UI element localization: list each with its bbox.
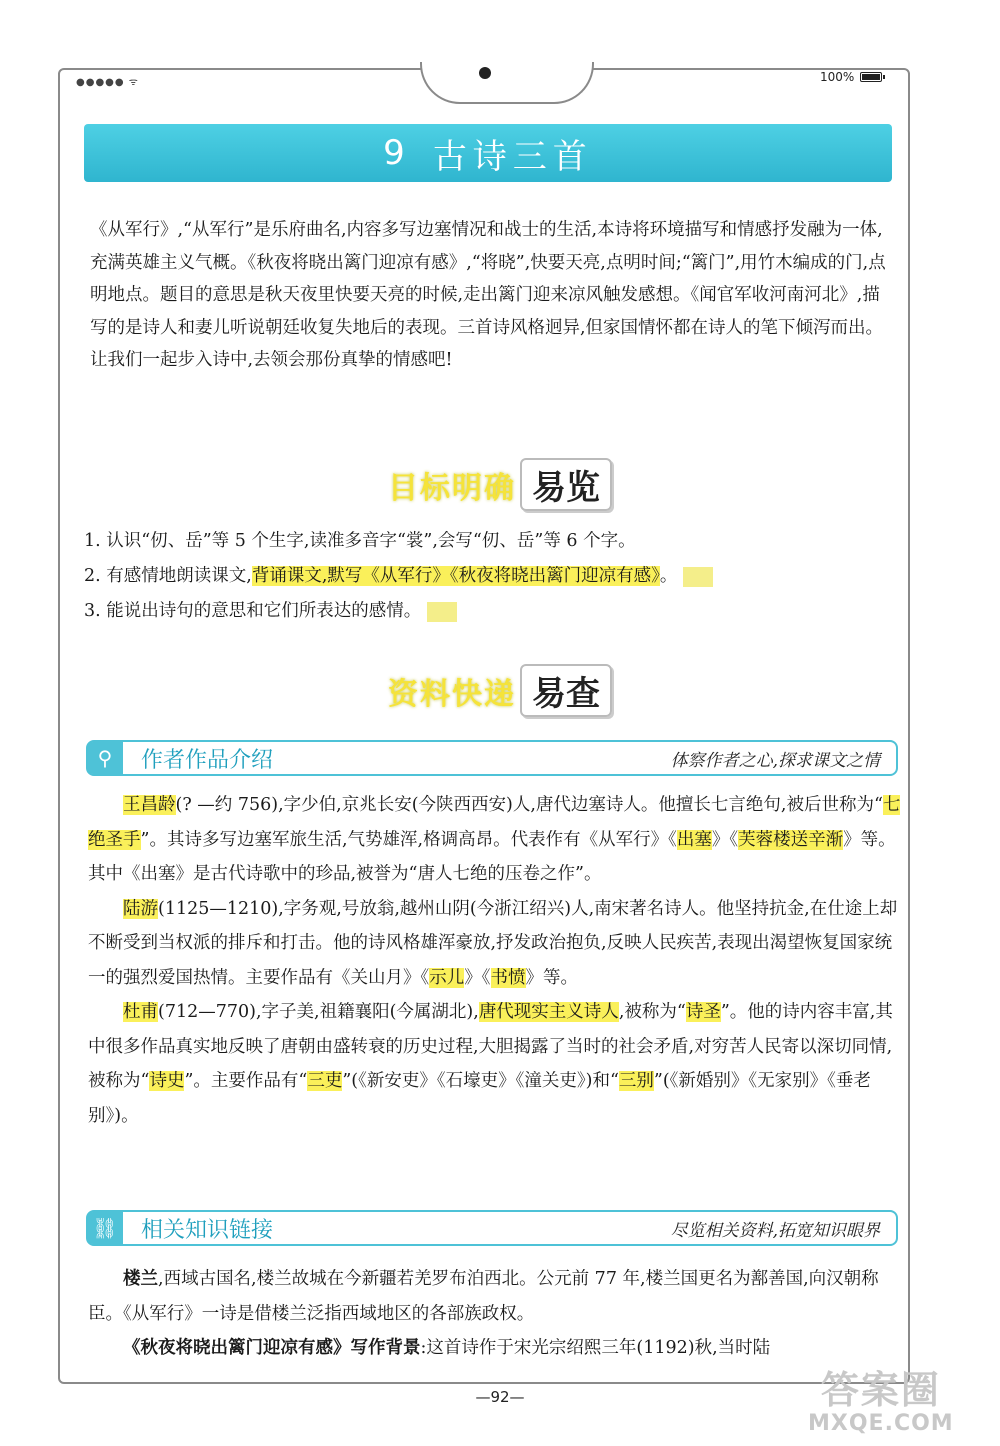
resources-heading-box: 易查 <box>520 664 612 717</box>
resources-heading <box>0 664 1000 717</box>
lesson-number: 9 <box>383 133 411 173</box>
highlight-marker-icon <box>683 567 713 587</box>
status-battery <box>820 70 882 84</box>
author-section-title: 作者作品介绍 <box>141 747 274 773</box>
author-section-slogan: 体察作者之心,探求课文之情 <box>670 750 880 771</box>
goal-item-1: 1. 认识“仞、岳”等 5 个生字,读准多音字“裳”,会写“仞、岳”等 6 个字。 <box>84 531 636 551</box>
author-lu: 陆游(1125—1210),字务观,号放翁,越州山阴(今浙江绍兴)人,南宋著名诗人。他坚持抗金,在仕途上却不断受到当权派的排斥和打击。他的诗风格雄浑豪放,抒发政治抱负,反映人民疾苦,表现出渴望恢复国家统一的强烈爱国热情。主要作品有《关山月》《示儿》《书愤》等。 <box>88 898 898 988</box>
resources-heading-light: 资料快递 <box>388 676 516 712</box>
goals-heading-box: 易览 <box>520 458 612 511</box>
link-paragraphs <box>88 1262 906 1366</box>
goal-item-3: 3. 能说出诗句的意思和它们所表达的感情。 <box>84 594 904 629</box>
camera-dot <box>479 67 491 79</box>
author-du: 杜甫(712—770),字子美,祖籍襄阳(今属湖北),唐代现实主义诗人,被称为“诗圣”。他的诗内容丰富,其中很多作品真实地反映了唐朝由盛转衰的历史过程,大胆揭露了当时的社会矛盾,对穷苦人民寄以深切同情,被称为“诗史”。主要作品有“三吏”(《新安吏》《石壕吏》《潼关吏》)和“三别”(《新婚别》《无家别》《垂老别》)。 <box>88 1002 893 1126</box>
device-notch <box>420 62 594 104</box>
battery-icon <box>860 72 882 82</box>
link-section-bar <box>86 1210 898 1246</box>
link-section-slogan: 尽览相关资料,拓宽知识眼界 <box>670 1220 880 1241</box>
lesson-title-bar <box>84 124 892 182</box>
lesson-title: 古诗三首 <box>432 136 593 177</box>
link-icon: ⛓ <box>87 1212 123 1244</box>
watermark-logo: 答案圈 MXQE.COM <box>808 1368 954 1436</box>
intro-paragraph: 《从军行》,“从军行”是乐府曲名,内容多写边塞情况和战士的生活,本诗将环境描写和情感抒发融为一体,充满英雄主义气概。《秋夜将晓出篱门迎凉有感》,“将晓”,快要天亮,点明时间;“篱门”,用竹木编成的门,点明地点。题目的意思是秋天夜里快要天亮的时候,走出篱门迎来凉风触发感想。《闻官军收河南河北》,描写的是诗人和妻儿听说朝廷收复失地后的表现。三首诗风格迥异,但家国情怀都在诗人的笔下倾泻而出。让我们一起步入诗中,去领会那份真挚的情感吧! <box>90 220 886 370</box>
battery-text: 100% <box>820 70 855 84</box>
goal-highlight: 背诵课文,默写《从军行》《秋夜将晓出篱门迎凉有感》 <box>251 566 660 586</box>
goals-heading-light: 目标明确 <box>388 470 516 506</box>
goals-list <box>84 524 904 629</box>
page-number: —92— <box>475 1388 525 1406</box>
author-wang: 王昌龄(? —约 756),字少伯,京兆长安(今陕西西安)人,唐代边塞诗人。他擅长七言绝句,被后世称为“七绝圣手”。其诗多写边塞军旅生活,气势雄浑,格调高昂。代表作有《从军行》《出塞》《芙蓉楼送辛渐》等。其中《出塞》是古代诗歌中的珍品,被誉为“唐人七绝的压卷之作”。 <box>88 795 901 884</box>
highlight-marker-icon <box>427 602 457 622</box>
link-loulan: 楼兰,西域古国名,楼兰故城在今新疆若羌罗布泊西北。公元前 77 年,楼兰国更名为鄯善国,向汉朝称臣。《从军行》一诗是借楼兰泛指西域地区的各部族政权。 <box>88 1269 879 1324</box>
person-icon: ⚲ <box>87 742 123 774</box>
goals-heading <box>0 458 1000 511</box>
goal-item-2: 2. 有感情地朗读课文,背诵课文,默写《从军行》《秋夜将晓出篱门迎凉有感》。 <box>84 559 904 594</box>
link-section-title: 相关知识链接 <box>141 1217 274 1243</box>
author-paragraphs <box>88 788 906 1133</box>
link-background: 《秋夜将晓出篱门迎凉有感》写作背景:这首诗作于宋光宗绍熙三年(1192)秋,当时陆 <box>123 1338 771 1358</box>
signal-wifi-icon: ●●●●● ᯤ <box>76 77 139 88</box>
author-section-bar <box>86 740 898 776</box>
